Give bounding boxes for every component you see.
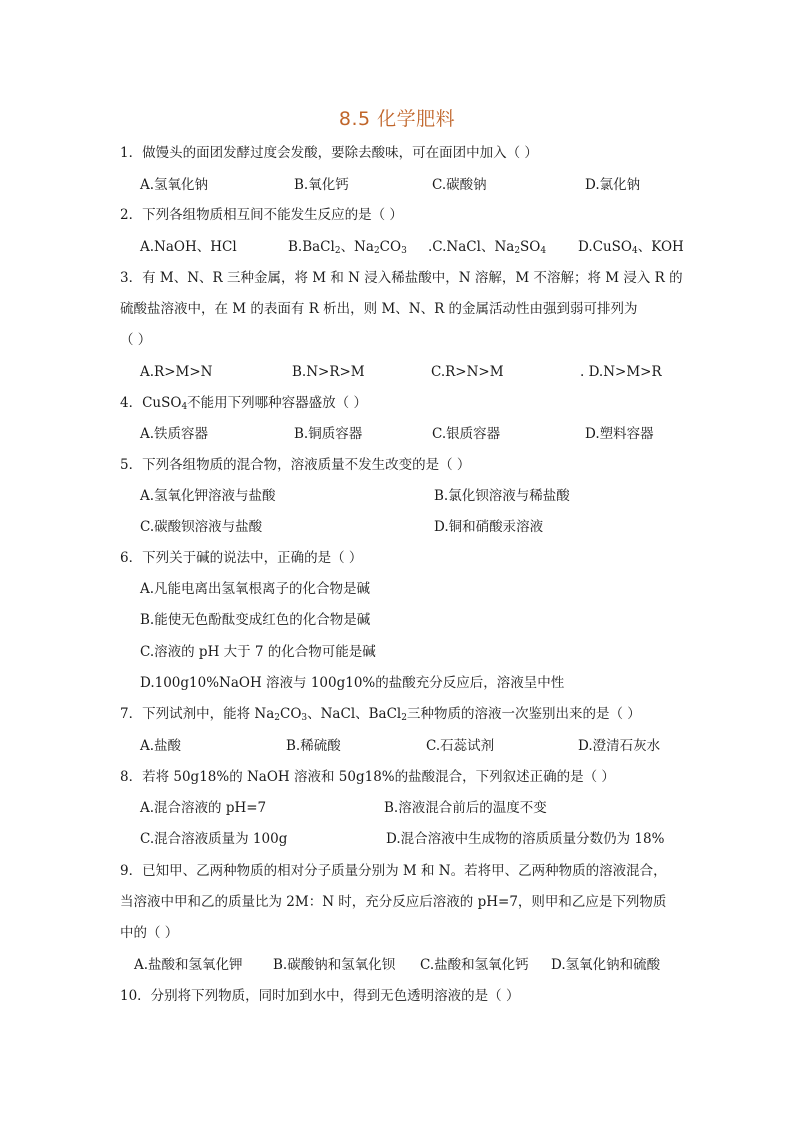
page-title: 8.5 化学肥料 bbox=[338, 108, 456, 130]
q8-option-c: C.混合溶液质量为 100g bbox=[140, 831, 288, 847]
q4-option-d: D.塑料容器 bbox=[585, 426, 654, 442]
question-3-stem-line-2: 硫酸盐溶液中，在 M 的表面有 R 析出，则 M、N、R 的金属活动性由强到弱可排列为 bbox=[120, 301, 638, 317]
q9-option-a: A.盐酸和氢氧化钾 bbox=[134, 957, 243, 973]
q3-option-d: . D.N>M>R bbox=[580, 364, 662, 380]
q7-option-c: C.石蕊试剂 bbox=[426, 738, 495, 754]
q5-option-a: A.氢氧化钾溶液与盐酸 bbox=[140, 488, 276, 504]
q2-option-d: D.CuSO$_4$、KOH bbox=[578, 239, 684, 256]
q1-option-d: D.氯化钠 bbox=[585, 177, 641, 193]
q4-option-a: A.铁质容器 bbox=[140, 426, 209, 442]
question-5-stem: 5．下列各组物质的混合物，溶液质量不发生改变的是（ ） bbox=[120, 457, 471, 473]
question-9-stem-line-3: 中的（ ） bbox=[120, 925, 179, 941]
question-1-stem: 1．做馒头的面团发酵过度会发酸，要除去酸味，可在面团中加入（ ） bbox=[120, 145, 538, 161]
q2-option-a: A.NaOH、HCl bbox=[140, 239, 237, 255]
q3-option-b: B.N>R>M bbox=[292, 364, 365, 380]
q5-option-b: B.氯化钡溶液与稀盐酸 bbox=[434, 488, 570, 504]
q5-option-c: C.碳酸钡溶液与盐酸 bbox=[140, 519, 263, 535]
q7-option-a: A.盐酸 bbox=[140, 738, 182, 754]
q2-option-c: .C.NaCl、$Na_2SO_4$ bbox=[428, 239, 547, 256]
q9-option-d: D.氢氧化钠和硫酸 bbox=[551, 957, 661, 973]
question-9-stem-line-2: 当溶液中甲和乙的质量比为 2M：N 时，充分反应后溶液的 pH=7，则甲和乙应是下列物质 bbox=[120, 894, 667, 910]
question-6-stem: 6．下列关于碱的说法中，正确的是（ ） bbox=[120, 550, 363, 566]
q6-option-a: A.凡能电离出氢氧根离子的化合物是碱 bbox=[140, 581, 371, 597]
q8-option-d: D.混合溶液中生成物的溶质质量分数仍为 18% bbox=[386, 831, 665, 847]
q7-option-b: B.稀硫酸 bbox=[286, 738, 341, 754]
q2-option-b: B.BaCl$_2$、$Na_2CO_3$ bbox=[288, 239, 407, 256]
question-9-stem-line-1: 9．已知甲、乙两种物质的相对分子质量分别为 M 和 N。若将甲、乙两种物质的溶液混合， bbox=[120, 863, 667, 879]
q1-option-a: A.氢氧化钠 bbox=[140, 177, 209, 193]
q1-option-c: C.碳酸钠 bbox=[432, 177, 487, 193]
question-8-stem: 8．若将 50g18%的 NaOH 溶液和 50g18%的盐酸混合，下列叙述正确的是（ ） bbox=[120, 769, 615, 785]
q3-option-c: C.R>N>M bbox=[431, 364, 504, 380]
q7-option-d: D.澄清石灰水 bbox=[578, 738, 661, 754]
q6-option-d: D.100g10%NaOH 溶液与 100g10%的盐酸充分反应后，溶液呈中性 bbox=[140, 675, 565, 691]
q6-option-b: B.能使无色酚酞变成红色的化合物是碱 bbox=[140, 612, 371, 628]
q6-option-c: C.溶液的 pH 大于 7 的化合物可能是碱 bbox=[140, 644, 376, 660]
q1-option-b: B.氧化钙 bbox=[294, 177, 349, 193]
question-2-stem: 2．下列各组物质相互间不能发生反应的是（ ） bbox=[120, 207, 403, 223]
question-3-stem-line-1: 3．有 M、N、R 三种金属，将 M 和 N 浸入稀盐酸中，N 溶解，M 不溶解；将 M 浸入 R 的 bbox=[120, 270, 683, 286]
q4-option-b: B.铜质容器 bbox=[294, 426, 363, 442]
q9-option-b: B.碳酸钠和氢氧化钡 bbox=[273, 957, 396, 973]
q9-option-c: C.盐酸和氢氧化钙 bbox=[420, 957, 529, 973]
question-7-stem: 7．下列试剂中，能将 $Na_2CO_3$、NaCl、BaCl$_2$三种物质的溶液一次鉴别出来的是（ ） bbox=[120, 706, 641, 723]
q5-option-d: D.铜和硝酸汞溶液 bbox=[434, 519, 544, 535]
question-4-stem: 4．CuSO$_4$不能用下列哪种容器盛放（ ） bbox=[120, 395, 367, 412]
question-3-stem-line-3: （ ） bbox=[120, 332, 152, 348]
q4-option-c: C.银质容器 bbox=[432, 426, 501, 442]
q3-option-a: A.R>M>N bbox=[140, 364, 213, 380]
q8-option-b: B.溶液混合前后的温度不变 bbox=[384, 800, 547, 816]
q8-option-a: A.混合溶液的 pH=7 bbox=[140, 800, 267, 816]
question-10-stem: 10．分别将下列物质，同时加到水中，得到无色透明溶液的是（ ） bbox=[120, 988, 520, 1004]
